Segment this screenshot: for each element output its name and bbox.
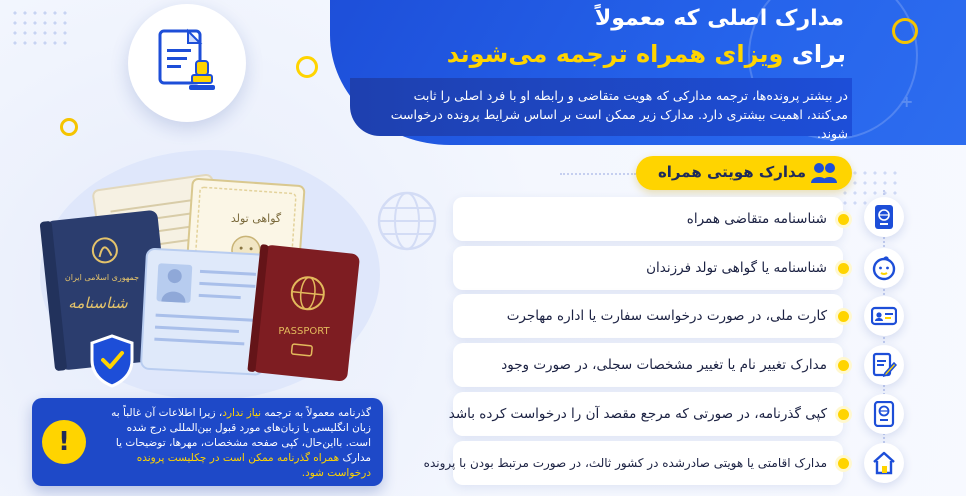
bullet-dot <box>838 311 849 322</box>
id-book-country: جمهوری اسلامی ایران <box>64 273 140 282</box>
list-item <box>453 246 843 290</box>
page-title-line1: مدارک اصلی که معمولاً <box>594 6 844 31</box>
list-item-text: کپی گذرنامه، در صورتی که مرجع مقصد آن را درخواست کرده باشد <box>448 406 827 422</box>
decorative-ring <box>60 118 78 136</box>
section-tag <box>636 156 852 190</box>
bullet-dot <box>838 214 849 225</box>
list-item-text: شناسنامه یا گواهی تولد فرزندان <box>646 260 827 276</box>
list-item <box>423 441 843 485</box>
list-item <box>453 197 843 241</box>
decorative-ring <box>892 18 918 44</box>
note-part: گذرنامه معمولاً به ترجمه <box>261 407 371 419</box>
intro-text: در بیشتر پرونده‌ها، ترجمه مدارکی که هویت متقاضی و رابطه او با فرد اصلی را ثابت می‌کنند، اهمیت بیشتری دارد. مدارک زیر ممکن است بر اساس شرایط پرونده درخواست شوند. <box>390 88 848 141</box>
list-item-text: مدارک تغییر نام یا تغییر مشخصات سجلی، در صورت وجود <box>501 357 827 373</box>
passport-icon <box>864 197 904 237</box>
baby-icon <box>864 248 904 288</box>
decorative-ring <box>296 56 318 78</box>
list-item <box>448 392 843 436</box>
note-highlight: نیاز ندارد <box>222 407 262 419</box>
bullet-dot <box>838 458 849 469</box>
decorative-dots <box>10 8 70 48</box>
id-book-label: شناسنامه <box>68 294 128 312</box>
passport-copy-icon <box>864 394 904 434</box>
list-item <box>453 343 843 387</box>
id-card-icon <box>864 296 904 336</box>
section-label: مدارک هویتی همراه <box>657 163 806 181</box>
bullet-dot <box>838 263 849 274</box>
list-item-text: مدارک اقامتی یا هویتی صادرشده در کشور ثالث، در صورت مرتبط بودن با پرونده <box>423 456 827 470</box>
exclamation-icon: ! <box>42 420 86 464</box>
documents-illustration <box>40 160 380 400</box>
note-text <box>101 406 371 481</box>
bullet-dot <box>838 360 849 371</box>
title-prefix: برای <box>783 40 846 68</box>
plus-icon: + <box>900 92 914 111</box>
title-highlight: ویزای همراه ترجمه می‌شوند <box>446 40 784 68</box>
page-title-line2 <box>447 40 846 68</box>
connector-line <box>560 173 636 175</box>
passport-label: PASSPORT <box>278 326 330 337</box>
birth-certificate-label: گواهی تولد <box>230 212 282 225</box>
bullet-dot <box>838 409 849 420</box>
globe-icon <box>372 186 442 256</box>
note-highlight: همراه گذرنامه ممکن است در چکلیست پرونده درخواست شود. <box>136 452 371 479</box>
list-item-text: کارت ملی، در صورت درخواست سفارت یا اداره مهاجرت <box>506 308 827 324</box>
list-item-text: شناسنامه متقاضی همراه <box>686 211 827 227</box>
note-box <box>32 398 383 486</box>
shield-check-icon <box>92 336 132 386</box>
note-part: ، زیرا اطلاعات آن غالباً به زبان انگلیسی یا زبان‌های مورد قبول بین‌المللی درج شده است. بااین‌حال، کپی صفحه مشخصات، مهرها، توضیحات یا مدارک <box>111 407 371 464</box>
document-stamp-icon <box>128 4 246 122</box>
users-icon <box>810 162 838 184</box>
home-icon <box>864 443 904 483</box>
list-item <box>453 294 843 338</box>
edit-document-icon <box>864 345 904 385</box>
